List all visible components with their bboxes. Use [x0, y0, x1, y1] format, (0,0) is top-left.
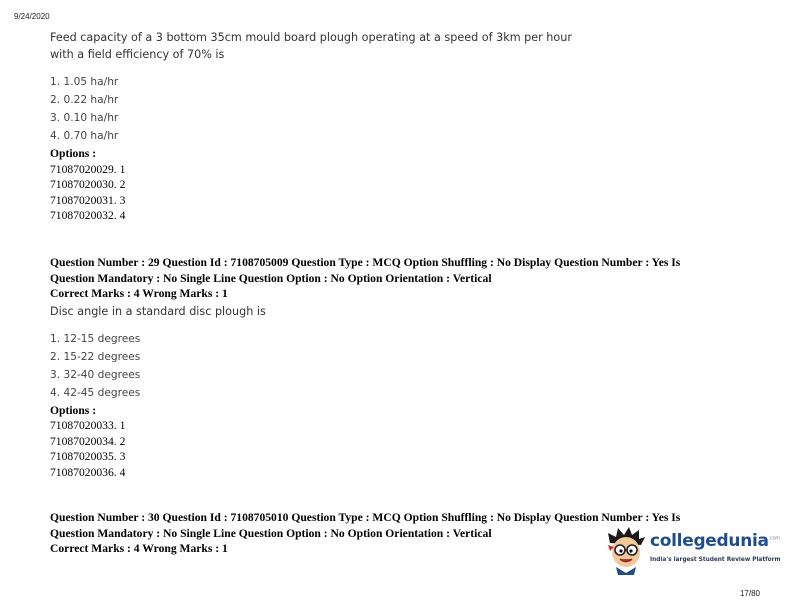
logo-suffix: .com — [768, 535, 780, 542]
question-29-text: Disc angle in a standard disc plough is — [50, 304, 266, 318]
collegedunia-logo — [604, 525, 781, 575]
option-id: 71087020030. 2 — [50, 178, 126, 191]
option-item: 3. 0.10 ha/hr — [50, 112, 119, 124]
print-date: 9/24/2020 — [14, 12, 50, 21]
option-item: 2. 15-22 degrees — [50, 350, 141, 363]
option-item: 2. 0.22 ha/hr — [50, 94, 119, 106]
question-28-options — [50, 73, 750, 145]
question-28-text — [50, 29, 750, 63]
option-id: 71087020029. 1 — [50, 162, 126, 176]
logo-name: collegedunia — [650, 531, 769, 551]
question-30-meta-line2: Question Mandatory : No Single Line Question Option : No Option Orientation : Vertical — [50, 526, 492, 540]
option-id: 71087020034. 2 — [50, 434, 126, 448]
question-29-meta-line1: Question Number : 29 Question Id : 7108705009 Question Type : MCQ Option Shuffling : No Display Question Number : Yes Is — [50, 256, 681, 269]
question-28-text-line1: Feed capacity of a 3 bottom 35cm mould board plough operating at a speed of 3km per hour — [50, 31, 572, 44]
option-id: 71087020032. 4 — [50, 209, 126, 222]
question-30-marks: Correct Marks : 4 Wrong Marks : 1 — [50, 542, 228, 555]
option-id: 71087020033. 1 — [50, 419, 126, 432]
option-id: 71087020036. 4 — [50, 465, 126, 479]
question-30-meta-line1: Question Number : 30 Question Id : 7108705010 Question Type : MCQ Option Shuffling : No Display Question Number : Yes Is — [50, 511, 681, 524]
option-id: 71087020031. 3 — [50, 193, 126, 207]
question-28-text-line2: with a field efficiency of 70% is — [50, 48, 225, 61]
option-id: 71087020035. 3 — [50, 450, 126, 463]
mascot-icon — [604, 525, 648, 575]
option-item: 1. 1.05 ha/hr — [50, 76, 119, 88]
option-item: 4. 0.70 ha/hr — [50, 130, 119, 142]
option-item: 1. 12-15 degrees — [50, 332, 141, 345]
option-item: 3. 32-40 degrees — [50, 368, 141, 381]
logo-wordmark — [650, 531, 780, 551]
question-29-block — [50, 255, 750, 480]
options-label: Options : — [50, 403, 97, 417]
question-29-meta-line2: Question Mandatory : No Single Line Question Option : No Option Orientation : Vertical — [50, 271, 492, 285]
options-label: Options : — [50, 147, 97, 160]
question-29-marks: Correct Marks : 4 Wrong Marks : 1 — [50, 287, 228, 300]
question-29-options — [50, 330, 750, 402]
page-number: 17/80 — [739, 589, 760, 598]
logo-tagline: India's largest Student Review Platform — [650, 557, 781, 563]
option-item: 4. 42-45 degrees — [50, 386, 141, 399]
question-28-block — [50, 29, 750, 224]
